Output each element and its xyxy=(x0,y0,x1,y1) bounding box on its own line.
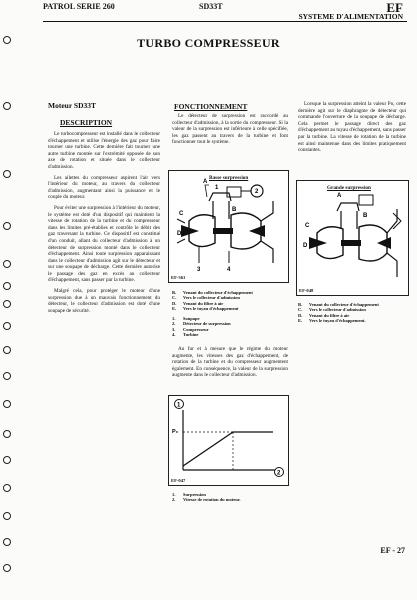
legend-item: C. Vers le collecteur d'admission xyxy=(298,307,366,313)
paragraph: Le turbocompresseur est installé dans le collecteur d'échappement et utilise l'énergie des gaz pour faire tourner une turbine. Cette dernière fait tourner une autre turbine montée sur l'extrémité opposée de son axe de rotation et située dans le collecteur d'admission. xyxy=(48,131,160,170)
operation-text-2 xyxy=(172,346,288,383)
legend-item: D. Venant du filtre à air xyxy=(298,312,350,318)
label-b: B xyxy=(232,207,237,213)
label-b: B xyxy=(363,213,368,219)
legend-item: B. Venant du collecteur d'échappement xyxy=(298,302,379,307)
label-2: 2 xyxy=(255,189,259,195)
binder-ring xyxy=(3,456,11,464)
binder-ring xyxy=(3,346,11,354)
axis-y-label: 1 xyxy=(177,402,181,409)
description-text xyxy=(48,131,160,318)
label-3: 3 xyxy=(197,267,201,273)
label-d: D xyxy=(303,243,308,249)
figure-high-boost xyxy=(296,180,409,296)
legend-letters-low xyxy=(172,290,253,312)
legend-item: E. Vers le tuyau d'échappement. xyxy=(298,318,366,324)
figure-boost-graph xyxy=(168,395,289,486)
right-text xyxy=(298,101,406,158)
binder-ring xyxy=(3,222,11,230)
legend-item: E. Vers le tuyau d'échappement xyxy=(172,306,239,312)
binder-ring xyxy=(3,538,11,546)
legend-letters-high xyxy=(298,302,379,324)
figure-title: Basse surpression xyxy=(209,175,249,181)
binder-ring xyxy=(3,300,11,308)
binder-ring xyxy=(3,322,11,330)
binder-ring xyxy=(3,564,11,572)
label-a: A xyxy=(337,193,342,199)
paragraph: Malgré cela, pour protéger le moteur d'une surpression due à un mauvais fonctionnement du détecteur, le collecteur d'admission est doté d'une soupape de sécurité. xyxy=(48,288,160,314)
operation-text xyxy=(172,113,288,150)
label-4: 4 xyxy=(227,267,231,273)
figure-low-boost xyxy=(168,170,289,283)
binder-ring xyxy=(3,260,11,268)
binder-ring xyxy=(3,400,11,408)
paragraph: Le détecteur de surpression est raccordé au collecteur d'admission, à la sortie du compresseur. Si la valeur de la surpression est inférieure à celle spécifiée, les gaz passent au travers de la turbine et font fonctionner tout le système. xyxy=(172,113,288,146)
legend-item: 2. Détecteur de surpression xyxy=(172,321,231,327)
paragraph: Au fur et à mesure que le régime du moteur augmente, les vitesses des gaz d'échappement, de rotation de la turbine et du compresseur augmentent également. En conséquence, la valeur de la surpression augmente dans le collecteur d'admission. xyxy=(172,346,288,379)
figure-code: EF-048 xyxy=(299,288,314,293)
label-1: 1 xyxy=(215,185,219,191)
legend-item: 1. Soupape xyxy=(172,316,200,321)
paragraph: Lorsque la surpression atteint la valeur Po, cette dernière agit sur le diaphragme de détecteur qui commande l'ouverture de la soupape de décharge. Cela permet le passage direct des gaz d'échappement au tuyau d'échappement, sans passer par la turbine. La vitesse de rotation de la turbine est ainsi maintenue dans des limites pratiquement constantes. xyxy=(298,101,406,154)
legend-item: D. Venant du filtre à air xyxy=(172,300,224,306)
turbo-diagram-high xyxy=(297,181,408,295)
header-section-title: SYSTEME D'ALIMENTATION xyxy=(298,12,403,21)
legend-item: B. Venant du collecteur d'échappement xyxy=(172,290,253,295)
operation-heading: FONCTIONNEMENT xyxy=(174,102,248,111)
paragraph: Les ailettes du compresseur aspirent l'air vers l'intérieur du moteur, au travers du collecteur d'admission, augmentant ainsi la puissance et le couple du moteur. xyxy=(48,174,160,201)
legend-item: 3. Compresseur xyxy=(172,326,209,332)
figure-code: EF-361 xyxy=(171,275,186,280)
po-label: P₀ xyxy=(172,429,179,435)
binder-ring xyxy=(3,512,11,520)
engine-heading: Moteur SD33T xyxy=(48,101,96,110)
legend-numbers-low xyxy=(172,316,231,338)
legend-item: C. Vers le collecteur d'admission xyxy=(172,295,240,301)
legend-item: 2. Vitesse de rotation du moteur. xyxy=(172,497,241,503)
page-number: EF - 27 xyxy=(380,546,405,555)
turbo-diagram-low xyxy=(169,171,288,282)
binder-ring xyxy=(3,372,11,380)
legend-graph xyxy=(172,492,240,503)
header-divider xyxy=(43,21,407,22)
binder-ring xyxy=(3,170,11,178)
header-section-code: EF xyxy=(386,0,403,15)
label-a: A xyxy=(203,179,208,185)
binder-ring xyxy=(3,282,11,290)
legend-item: 1. Surpression xyxy=(172,492,206,497)
page-title: TURBO COMPRESSEUR xyxy=(137,36,280,50)
binder-ring xyxy=(3,484,11,492)
header-model: PATROL SERIE 260 xyxy=(43,2,115,11)
legend-item: 4. Turbine xyxy=(172,332,199,338)
label-c: C xyxy=(179,211,184,217)
binder-holes xyxy=(0,0,14,600)
paragraph: Pour éviter une surpression à l'intérieur du moteur, le système est doté d'un dispositif qui maintient la vitesse de rotation de la turbine et du compresseur dans les limites pré-établies et contrôle le débit des gaz traversant la turbine. Ce dispositif est constitué d'un conduit, allant du collecteur d'admission à un détecteur de surpression monté dans le collecteur d'échappement. Ainsi toute surpression apparaissant dans le collecteur d'admission agit sur le détecteur et sur une soupape de décharge. Cette dernière autorise le passage des gaz en excès au collecteur d'échappement, sans passer par la turbine. xyxy=(48,204,160,284)
axis-x-label: 2 xyxy=(277,470,281,477)
description-heading: DESCRIPTION xyxy=(60,118,113,127)
header-engine: SD33T xyxy=(199,2,223,11)
figure-title: Grande surpression xyxy=(327,185,371,191)
label-d: D xyxy=(177,231,182,237)
figure-code: EF-047 xyxy=(171,478,186,483)
boost-graph xyxy=(169,396,288,485)
binder-ring xyxy=(3,430,11,438)
label-c: C xyxy=(305,223,310,229)
binder-ring xyxy=(3,102,11,110)
